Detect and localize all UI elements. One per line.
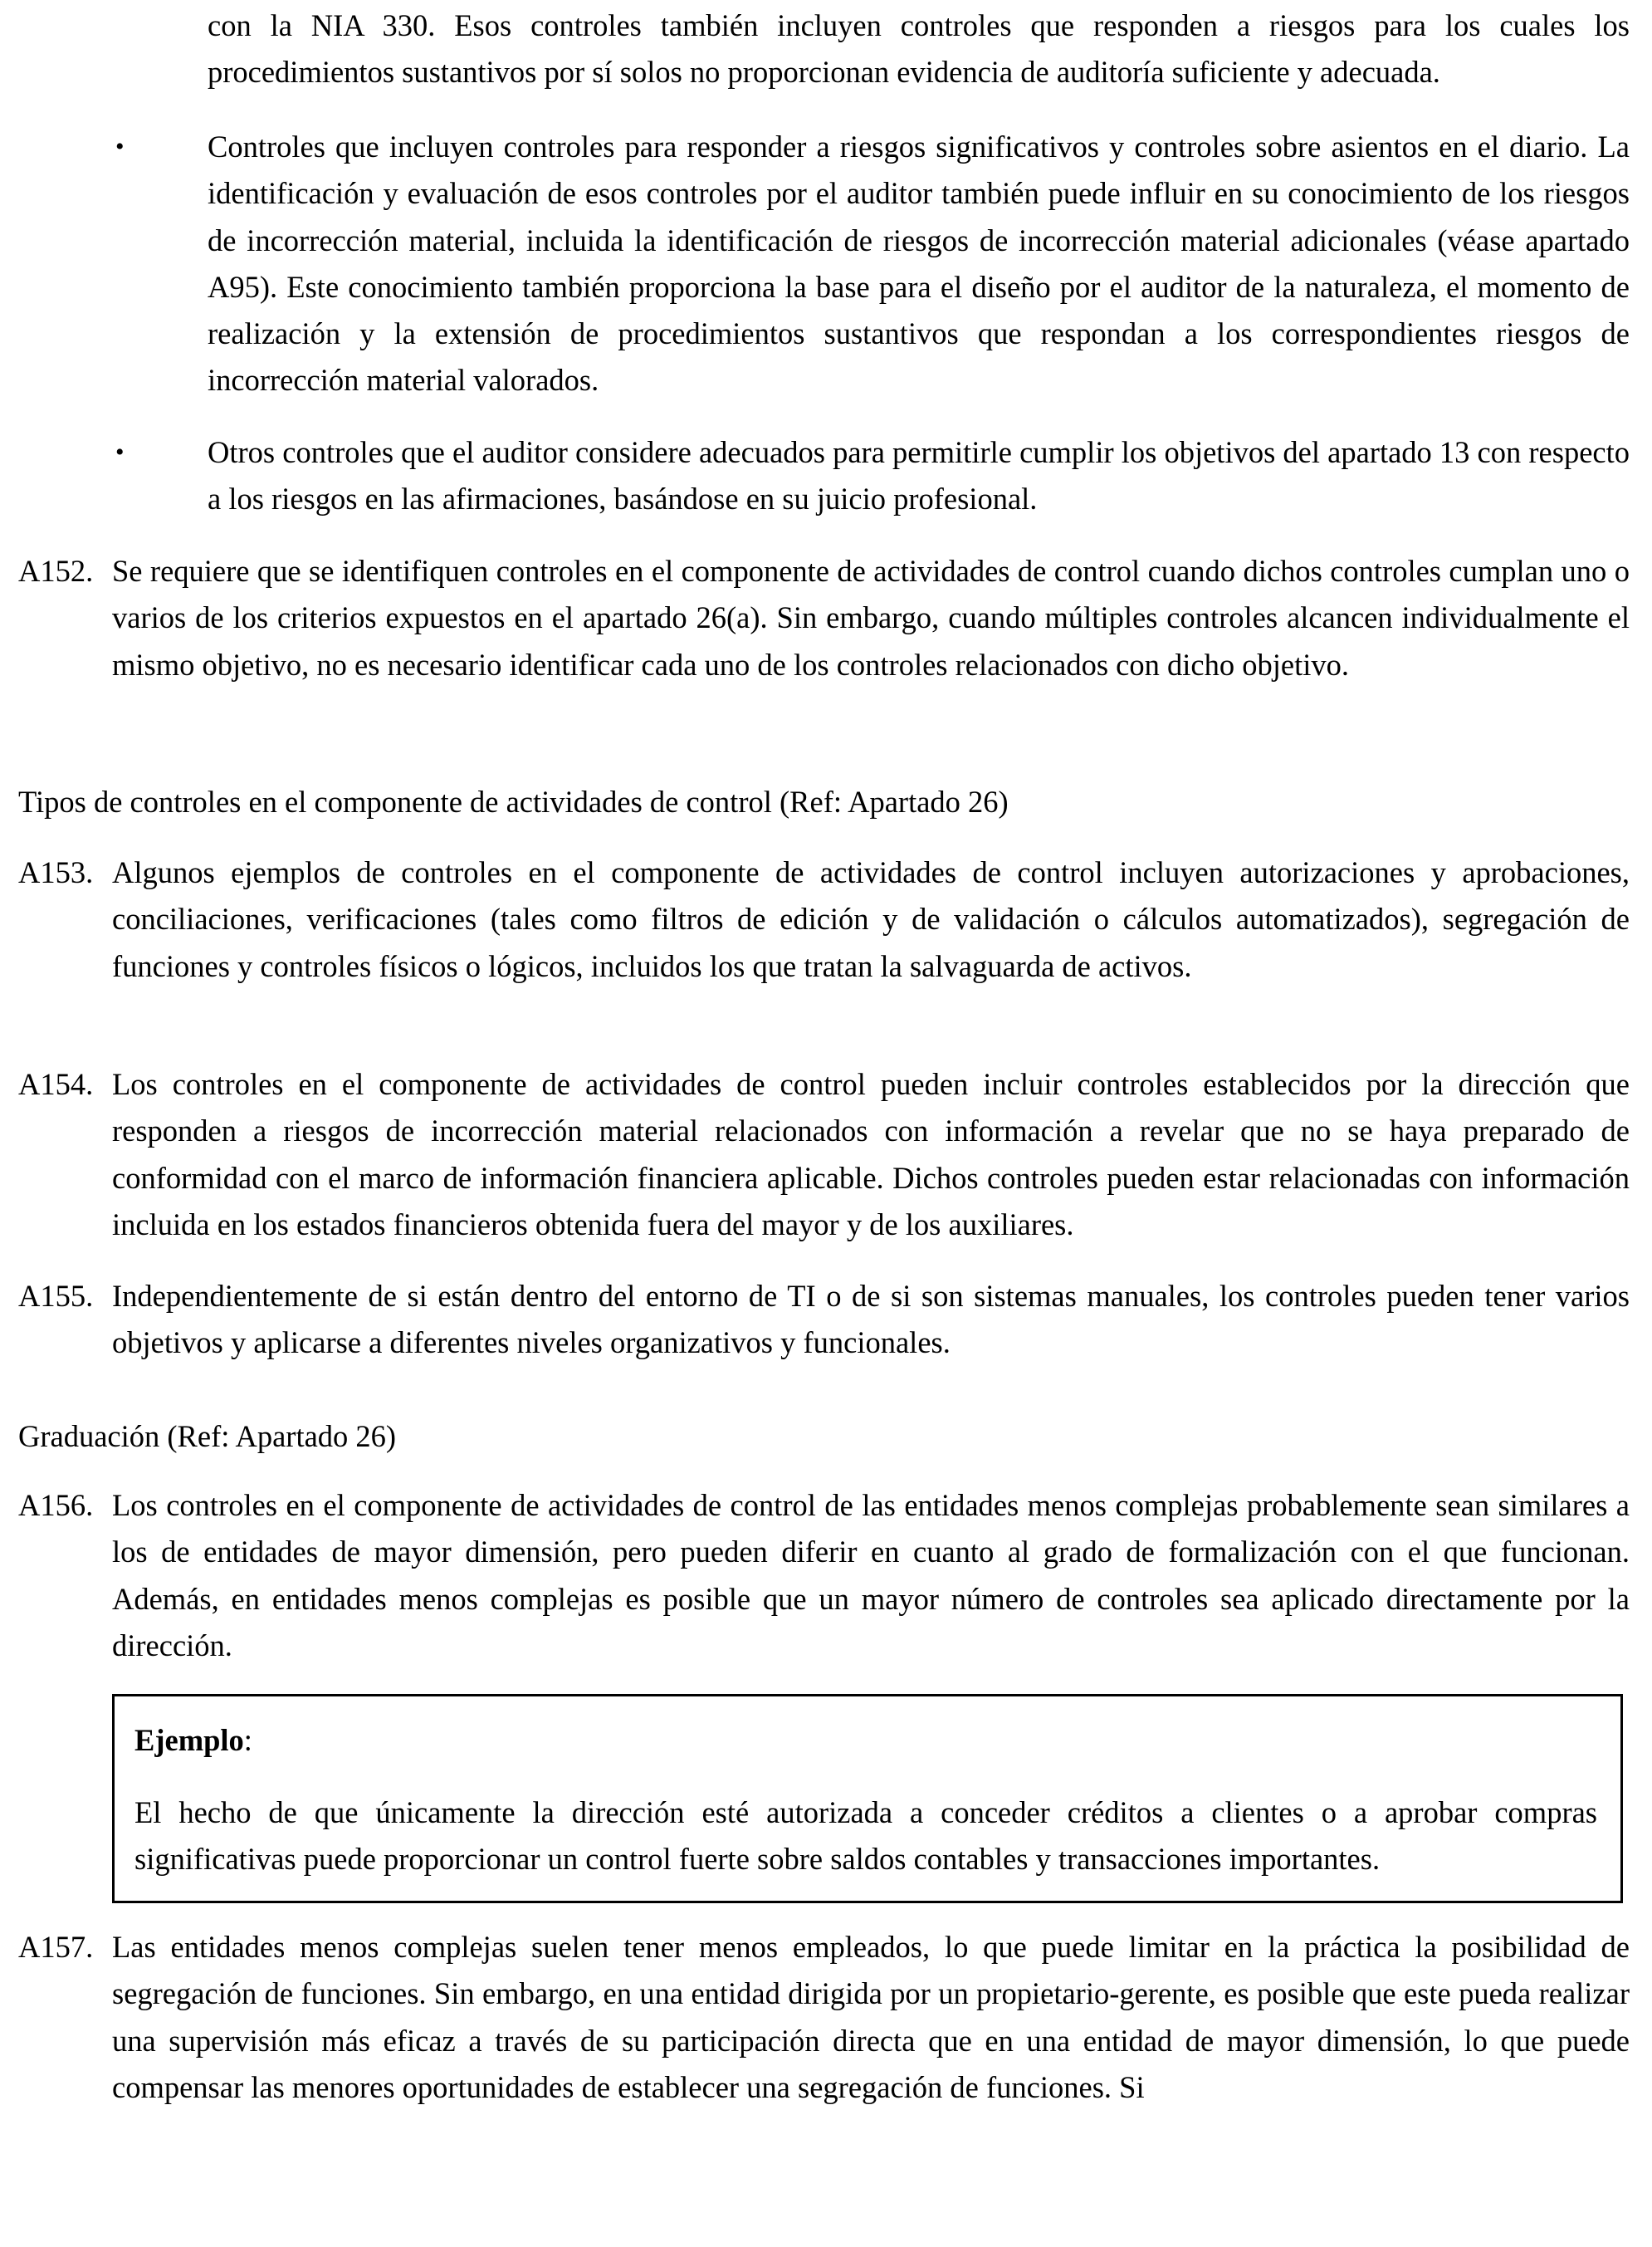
example-title — [134, 1717, 252, 1764]
paragraph-a152 — [18, 548, 1630, 688]
paragraph-number: A155. — [18, 1279, 94, 1313]
bullet-item — [115, 429, 1630, 523]
paragraph-a157 — [18, 1924, 1630, 2111]
paragraph-a154 — [18, 1061, 1630, 1248]
bullet-icon: • — [115, 133, 125, 160]
bullet-icon: • — [115, 438, 125, 466]
paragraph-text: Los controles en el componente de actividades de control pueden incluir controles establecidos por la dirección que responden a riesgos de incorrección material relacionados con información a revelar que no se haya preparado de conformidad con el marco de información financiera aplicable. Dichos controles pueden estar relacionadas con información incluida en los estados financieros obtenida fuera del mayor y de los auxiliares. — [112, 1067, 1630, 1241]
section-heading: Tipos de controles en el componente de actividades de control (Ref: Apartado 26) — [18, 785, 1009, 819]
paragraph-number: A152. — [18, 554, 94, 588]
example-label: Ejemplo — [134, 1723, 244, 1757]
bullet-item — [115, 124, 1630, 404]
example-text: El hecho de que únicamente la dirección esté autorizada a conceder créditos a clientes o a aprobar compras significativas puede proporcionar un control fuerte sobre saldos contables y transacciones importantes. — [134, 1795, 1597, 1877]
paragraph-number: A156. — [18, 1488, 94, 1522]
paragraph-text: Se requiere que se identifiquen controles en el componente de actividades de control cuando dichos controles cumplan uno o varios de los criterios expuestos en el apartado 26(a). Sin embargo, cuando múltiples controles alcancen individualmente el mismo objetivo, no es necesario identificar cada uno de los controles relacionados con dicho objetivo. — [112, 554, 1630, 682]
paragraph-text: Las entidades menos complejas suelen tener menos empleados, lo que puede limitar en la práctica la posibilidad de segregación de funciones. Sin embargo, en una entidad dirigida por un propietario-gerente, es posible que este pueda realizar una supervisión más eficaz a través de su participación directa que en una entidad de mayor dimensión, lo que puede compensar las menores oportunidades de establecer una segregación de funciones. Si — [112, 1930, 1630, 2104]
paragraph-number: A154. — [18, 1067, 94, 1101]
paragraph-text: Independientemente de si están dentro del entorno de TI o de si son sistemas manuales, los controles pueden tener varios objetivos y aplicarse a diferentes niveles organizativos y funcionales. — [112, 1279, 1630, 1360]
paragraph-text: Los controles en el componente de actividades de control de las entidades menos complejas probablemente sean similares a los de entidades de mayor dimensión, pero pueden diferir en cuanto al grado de formalización con el que funcionan. Además, en entidades menos complejas es posible que un mayor número de controles sea aplicado directamente por la dirección. — [112, 1488, 1630, 1662]
paragraph-a153 — [18, 849, 1630, 990]
section-heading: Graduación (Ref: Apartado 26) — [18, 1419, 397, 1453]
paragraph-number: A153. — [18, 855, 94, 889]
example-box — [112, 1694, 1623, 1903]
continuation-text: con la NIA 330. Esos controles también incluyen controles que responden a riesgos para los cuales los procedimientos sustantivos por sí solos no proporcionan evidencia de auditoría suficiente y adecuada. — [208, 8, 1630, 90]
paragraph-number: A157. — [18, 1930, 94, 1964]
paragraph-a155 — [18, 1273, 1630, 1367]
bullet-text: Controles que incluyen controles para responder a riesgos significativos y controles sobre asientos en el diario. La identificación y evaluación de esos controles por el auditor también puede influir en su conocimiento de los riesgos de incorrección material, incluida la identificación de riesgos de incorrección material adicionales (véase apartado A95). Este conocimiento también proporciona la base para el diseño por el auditor de la naturaleza, el momento de realización y la extensión de procedimientos sustantivos que respondan a los correspondientes riesgos de incorrección material valorados. — [208, 130, 1630, 398]
example-colon: : — [243, 1723, 252, 1757]
paragraph-text: Algunos ejemplos de controles en el componente de actividades de control incluyen autorizaciones y aprobaciones, conciliaciones, verificaciones (tales como filtros de edición y de validación o cálculos automatizados), segregación de funciones y controles físicos o lógicos, incluidos los que tratan la salvaguarda de activos. — [112, 855, 1630, 983]
bullet-text: Otros controles que el auditor considere adecuados para permitirle cumplir los objetivos del apartado 13 con respecto a los riesgos en las afirmaciones, basándose en su juicio profesional. — [208, 435, 1630, 516]
paragraph-a156 — [18, 1482, 1630, 1669]
